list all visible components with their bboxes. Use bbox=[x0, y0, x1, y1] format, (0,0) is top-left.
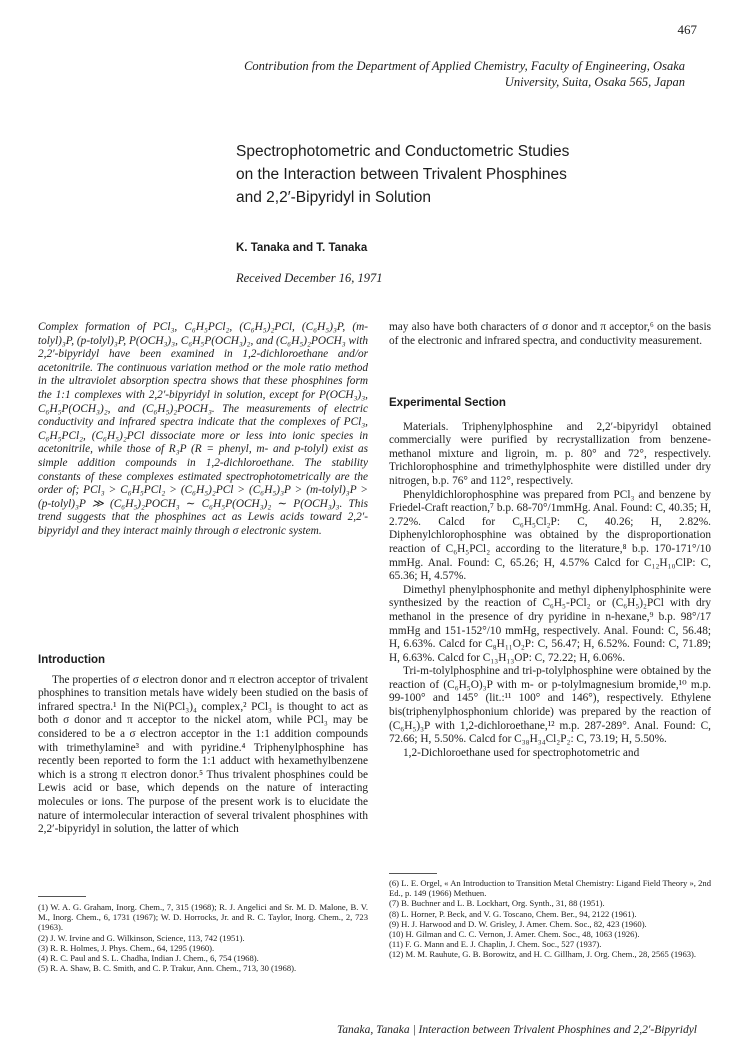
affiliation: Contribution from the Department of Applied Chemistry, Faculty of Engineering, Osaka University, Suita, Osaka 565, Japan bbox=[244, 59, 685, 89]
right-column-intro bbox=[389, 321, 711, 348]
footnote-divider bbox=[389, 873, 437, 874]
experimental-paragraph: Dimethyl phenylphosphonite and methyl diphenylphosphinite were synthesized by the reaction of C₆H₅-PCl₂ or (C₆H₅)₂PCl with dry methanol in the presence of dry pyridine in n-hexane,⁹ b.p. 98°/17 mmHg and 151-152°/10 mmHg, respectively. Anal. Found: C, 56.48; H, 6.63%. Calcd for C₈H₁₁O₂P: C, 56.47; H, 6.52%. Found: C, 71.89; H, 6.63%. Calcd for C₁₃H₁₃OP: C, 72.22; H, 6.06%. bbox=[389, 583, 711, 664]
introduction-heading: Introduction bbox=[38, 654, 106, 666]
footnote: (4) R. C. Paul and S. L. Chadha, Indian J. Chem., 6, 754 (1968). bbox=[38, 953, 259, 964]
footnote: (5) R. A. Shaw, B. C. Smith, and C. P. Trakur, Ann. Chem., 713, 30 (1968). bbox=[38, 963, 297, 974]
experimental-paragraph: Tri-m-tolylphosphine and tri-p-tolylphosphine were obtained by the reaction of (C₆H₅O)₃P with m- or p-tolylmagnesium bromide,¹⁰ m.p. 99-100° and 145° (lit.:¹¹ 100° and 146°), respectively. Ethylene bis(triphenylphosphonium chloride) was prepared by the reaction of (C₆H₅)₃P with 1,2-dichloroethane,¹² m.p. 287-289°. Anal. Found: C, 72.66; H, 5.50%. Calcd for C₃₈H₃₄Cl₂P₂: C, 73.19; H, 5.50%. bbox=[389, 665, 711, 746]
intro-continuation: may also have both characters of σ donor and π acceptor,⁶ on the basis of the electronic and infrared spectra, and conductivity measurement. bbox=[389, 321, 711, 347]
received-date: Received December 16, 1971 bbox=[236, 271, 383, 285]
article-title bbox=[236, 140, 696, 209]
footnote: (1) W. A. G. Graham, Inorg. Chem., 7, 315 (1968); R. J. Angelici and Sr. M. D. Malone, B. V. M., Inorg. Chem., 6, 1731 (1967); W. D. Horrocks, Jr. and R. C. Taylor, Inorg. Chem., 2, 723 (1963). bbox=[38, 902, 368, 933]
introduction-text: The properties of σ electron donor and π electron acceptor of trivalent phosphines to transition metals have widely been studied on the basis of infrared spectra.¹ In the Ni(PCl₃)₄ complex,² PCl₃ is thought to act as both σ donor and π acceptor to the nickel atom, while PCl₃ may be considered to be a σ electron acceptor in the 1:1 addition compounds with trimethylamine³ and with pyridine.⁴ Triphenylphosphine has recently been reported to form the 1:1 adduct with hexamethylbenzene which is a strong π electron donor.⁵ Thus trivalent phosphines could be Lewis acid or base, which depends on the nature of interacting molecules or ions. The purpose of the present work is to elucidate the nature of intermolecular interaction of several trivalent phosphines with 2,2′-bipyridyl in solution, the latter of which bbox=[38, 673, 368, 836]
footnote-rule-right bbox=[389, 873, 437, 874]
footnote-divider bbox=[38, 896, 86, 897]
experimental-paragraph: Phenyldichlorophosphine was prepared from PCl₃ and benzene by Friedel-Craft reaction,⁷ b.p. 68-70°/1mmHg. Anal. Found: C, 40.35; H, 2.72%. Calcd for C₆H₅Cl₂P: C, 40.26; H, 2.82%. Diphenylchlorophosphine was obtained by the disproportionation reaction of C₆H₅PCl₂ according to the literature,⁸ b.p. 170-171°/10 mmHg. Anal. Found: C, 65.26; H, 4.57% Calcd for C₁₂H₁₀ClP: C, 65.36; H, 4.57%. bbox=[389, 488, 711, 583]
footnote: (3) R. R. Holmes, J. Phys. Chem., 64, 1295 (1960). bbox=[38, 942, 215, 953]
footnote: (2) J. W. Irvine and G. Wilkinson, Science, 113, 742 (1951). bbox=[38, 932, 245, 943]
experimental-section bbox=[389, 397, 711, 760]
footnote: (10) H. Gilman and C. C. Vernon, J. Amer. Chem. Soc., 48, 1063 (1926). bbox=[389, 929, 640, 940]
footnote: (6) L. E. Orgel, « An Introduction to Transition Metal Chemistry: Ligand Field Theory », 2nd Ed., p. 149 (1966) Methuen. bbox=[389, 878, 711, 899]
footnote: (9) H. J. Harwood and D. W. Grisley, J. Amer. Chem. Soc., 82, 423 (1960). bbox=[389, 918, 647, 929]
authors: K. Tanaka and T. Tanaka bbox=[236, 242, 368, 254]
page-number: 467 bbox=[677, 22, 697, 37]
title-line: and 2,2′-Bipyridyl in Solution bbox=[236, 189, 432, 206]
footnote: (7) B. Buchner and L. B. Lockhart, Org. Synth., 31, 88 (1951). bbox=[389, 898, 605, 909]
introduction-section bbox=[38, 654, 368, 837]
left-footnotes bbox=[38, 902, 368, 973]
title-line: on the Interaction between Trivalent Phosphines bbox=[236, 166, 567, 183]
running-footer: Tanaka, Tanaka | Interaction between Trivalent Phosphines and 2,2′-Bipyridyl bbox=[336, 1024, 697, 1036]
right-footnotes bbox=[389, 878, 711, 960]
experimental-heading: Experimental Section bbox=[389, 397, 506, 409]
title-line: Spectrophotometric and Conductometric Studies bbox=[236, 143, 570, 160]
abstract-text: Complex formation of PCl₃, C₆H₅PCl₂, (C₆H₅)₂PCl, (C₆H₅)₃P, (m-tolyl)₃P, (p-tolyl)₃P, P(OCH₃)₃, C₆H₅P(OCH₃)₂, and (C₆H₅)₂POCH₃ with 2,2′-bipyridyl have been examined in 1,2-dichloroethane and/or acetonitrile. The continuous variation method or the mole ratio method in the ultraviolet absorption spectra shows that these phosphines form the 1:1 complexes with 2,2′-bipyridyl in solution, except for P(OCH₃)₃, C₆H₅P(OCH₃)₂, and (C₆H₅)₂POCH₃. The measurements of electric conductivity and infrared spectra indicate that the complexes of PCl₃, C₆H₅PCl₂, (C₆H₅)₂PCl dissociate more or less into ionic species in acetonitrile, while those of R₃P (R = phenyl, m- and p-tolyl) exist as simple addition compounds in 1,2-dichloroethane. The stability constants of these complexes estimated spectrophotometrically are the order of; PCl₃ > C₆H₅PCl₂ > (C₆H₅)₂PCl > (C₆H₅)₃P > (m-tolyl)₃P > (p-tolyl)₃P ≫ (C₆H₅)₂POCH₃ ∼ C₆H₅P(OCH₃)₂ ∼ P(OCH₃)₃. This trend suggests that the phosphines act as Lewis acids toward 2,2′-bipyridyl and they interact mainly through σ electronic system. bbox=[38, 321, 368, 537]
footnote: (12) M. M. Rauhute, G. B. Borowitz, and H. C. Gillham, J. Org. Chem., 28, 2565 (1963). bbox=[389, 949, 697, 960]
experimental-paragraph: Materials. Triphenylphosphine and 2,2′-bipyridyl obtained commercially were purified by recrystallization from benzene-methanol mixture and ligroin, m. p. 80° and 72°, respectively. Trichlorophosphine and trimethylphosphite were distilled under dry nitrogen, b.p. 76° and 112°, respectively. bbox=[389, 420, 711, 487]
experimental-paragraph: 1,2-Dichloroethane used for spectrophotometric and bbox=[403, 746, 640, 759]
footnote-rule bbox=[38, 896, 86, 897]
footnote: (11) F. G. Mann and E. J. Chaplin, J. Chem. Soc., 527 (1937). bbox=[389, 939, 602, 950]
abstract bbox=[38, 321, 368, 539]
footnote: (8) L. Horner, P. Beck, and V. G. Toscano, Chem. Ber., 94, 2122 (1961). bbox=[389, 908, 637, 919]
